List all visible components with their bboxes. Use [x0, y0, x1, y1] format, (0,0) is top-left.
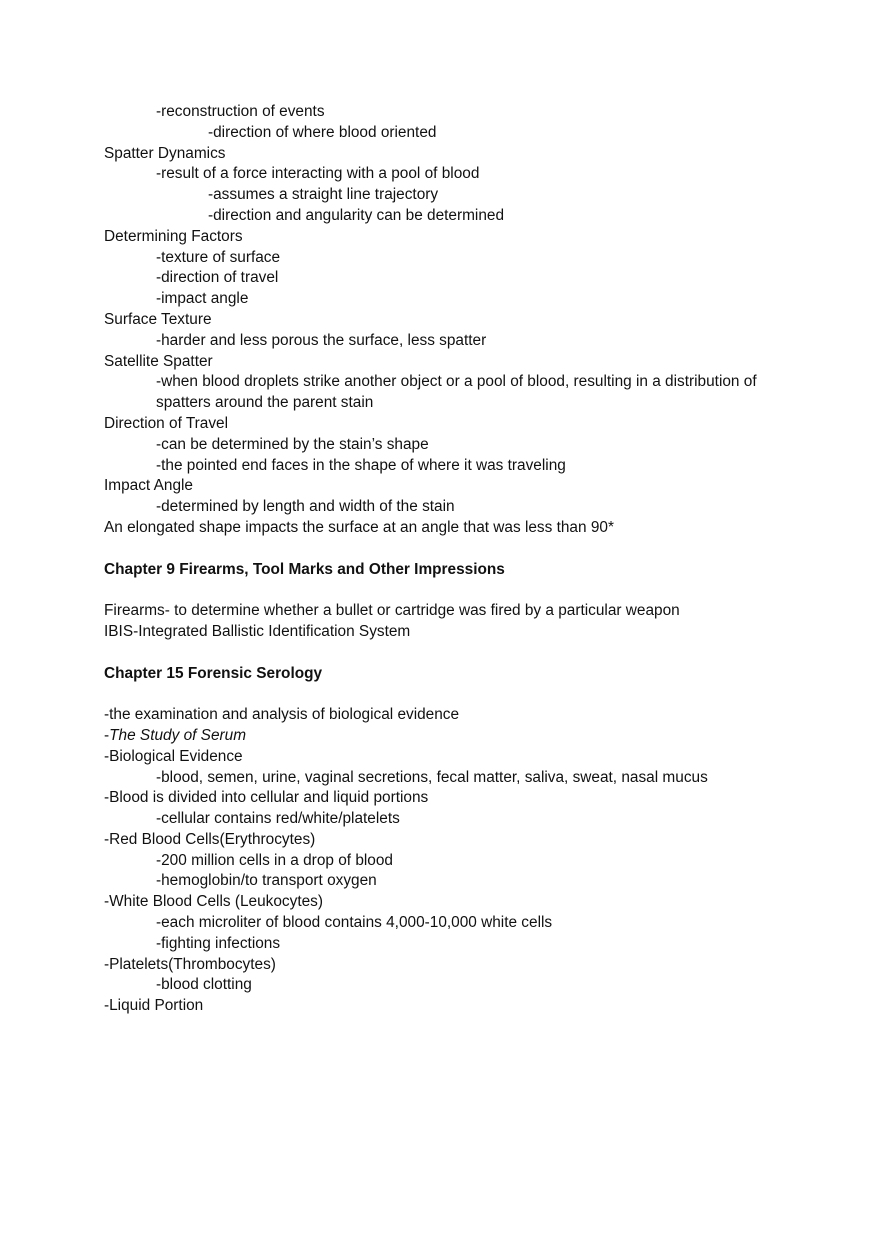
note-line: -direction of travel	[156, 269, 279, 287]
document-body	[104, 102, 804, 1017]
note-line: -200 million cells in a drop of blood	[156, 851, 393, 869]
note-line: Firearms- to determine whether a bullet or cartridge was fired by a particular weapon	[104, 602, 680, 620]
note-line: -can be determined by the stain’s shape	[156, 435, 429, 453]
note-line: -determined by length and width of the stain	[156, 498, 455, 516]
section-heading: Determining Factors	[104, 227, 243, 245]
section-heading: Impact Angle	[104, 477, 193, 495]
note-line: -direction of where blood oriented	[208, 123, 437, 141]
note-line: -the examination and analysis of biological evidence	[104, 706, 460, 724]
note-line: -harder and less porous the surface, less spatter	[156, 331, 487, 349]
note-line: -White Blood Cells (Leukocytes)	[104, 893, 323, 911]
note-line: -Biological Evidence	[104, 747, 243, 765]
spacer	[104, 643, 804, 664]
note-line: IBIS-Integrated Ballistic Identification System	[104, 622, 411, 640]
dash: -	[104, 726, 110, 744]
note-line: -the pointed end faces in the shape of where it was traveling	[156, 456, 566, 474]
note-line: -blood clotting	[156, 976, 252, 994]
note-line: -reconstruction of events	[156, 103, 325, 120]
note-line	[104, 726, 804, 747]
note-line: -Blood is divided into cellular and liquid portions	[104, 789, 429, 807]
section-heading: Surface Texture	[104, 310, 212, 328]
note-line: -blood, semen, urine, vaginal secretions, fecal matter, saliva, sweat, nasal mucus	[156, 768, 708, 786]
note-line: -impact angle	[156, 290, 249, 308]
chapter-title: Chapter 15 Forensic Serology	[104, 664, 323, 682]
spacer	[104, 580, 804, 601]
section-heading: Spatter Dynamics	[104, 144, 226, 162]
note-line: -Red Blood Cells(Erythrocytes)	[104, 830, 316, 848]
spacer	[104, 684, 804, 705]
note-line: -hemoglobin/to transport oxygen	[156, 872, 377, 890]
note-paragraph: -when blood droplets strike another object or a pool of blood, resulting in a distribution of spatters around the parent stain	[156, 373, 757, 412]
note-line: -Platelets(Thrombocytes)	[104, 955, 276, 973]
spacer	[104, 539, 804, 560]
note-line: -Liquid Portion	[104, 997, 204, 1015]
section-heading: Satellite Spatter	[104, 352, 213, 370]
note-line: An elongated shape impacts the surface at an angle that was less than 90*	[104, 518, 614, 536]
note-line: -each microliter of blood contains 4,000-10,000 white cells	[156, 914, 553, 932]
chapter-title: Chapter 9 Firearms, Tool Marks and Other Impressions	[104, 560, 505, 578]
note-line: -fighting infections	[156, 934, 281, 952]
note-line: -texture of surface	[156, 248, 281, 266]
note-line: -direction and angularity can be determined	[208, 206, 505, 224]
note-line: -cellular contains red/white/platelets	[156, 810, 400, 828]
section-heading: Direction of Travel	[104, 414, 229, 432]
note-line: -result of a force interacting with a pool of blood	[156, 165, 480, 183]
italic-term: The Study of Serum	[109, 726, 247, 744]
note-line: -assumes a straight line trajectory	[208, 186, 439, 204]
